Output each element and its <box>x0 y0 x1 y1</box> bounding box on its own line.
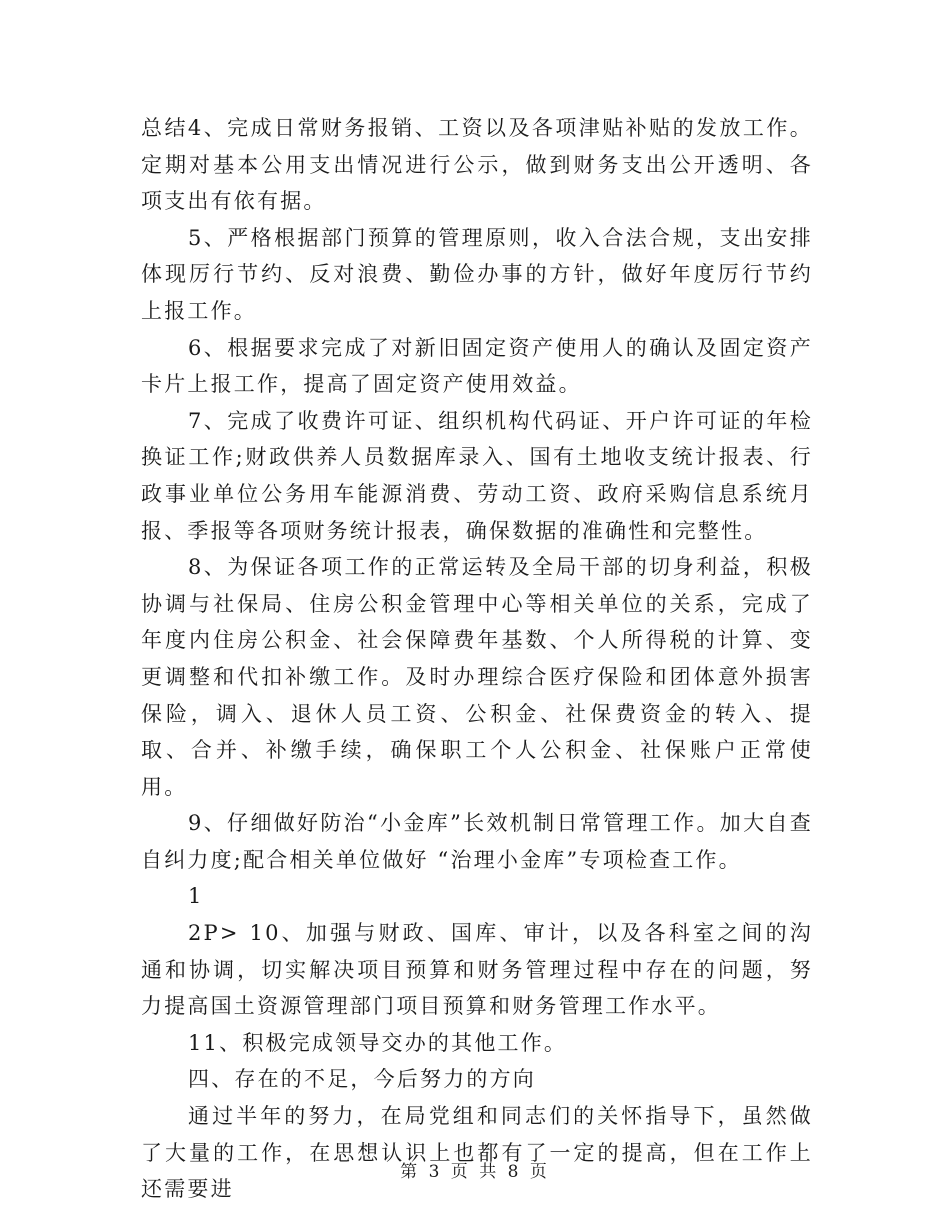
paragraph-1: 总结4、完成日常财务报销、工资以及各项津贴补贴的发放工作。定期对基本公用支出情况进行公示，做到财务支出公开透明、各项支出有依有据。 <box>141 116 813 214</box>
document-body <box>141 110 813 1208</box>
paragraph-2: 5、严格根据部门预算的管理原则，收入合法合规，支出安排体现厉行节约、反对浪费、勤俭办事的方针，做好年度厉行节约上报工作。 <box>141 225 813 323</box>
section-heading: 四、存在的不足，今后努力的方向 <box>188 1067 536 1092</box>
paragraph-8: 11、积极完成领导交办的其他工作。 <box>188 1030 568 1055</box>
page-number-footer: 第 3 页 共 8 页 <box>400 1162 550 1182</box>
paragraph-3: 6、根据要求完成了对新旧固定资产使用人的确认及固定资产卡片上报工作，提高了固定资产使用效益。 <box>141 335 813 397</box>
paragraph-5: 8、为保证各项工作的正常运转及全局干部的切身利益，积极协调与社保局、住房公积金管理中心等相关单位的关系，完成了年度内住房公积金、社会保障费年基数、个人所得税的计算、变更调整和代扣补缴工作。及时办理综合医疗保险和团体意外损害保险，调入、退休人员工资、公积金、社保费资金的转入、提取、合并、补缴手续，确保职工个人公积金、社保账户正常使用。 <box>141 555 813 799</box>
page-break-marker: 1 <box>188 884 204 909</box>
paragraph-6: 9、仔细做好防治“小金库”长效机制日常管理工作。加大自查自纠力度;配合相关单位做好 “治理小金库”专项检查工作。 <box>141 811 813 872</box>
paragraph-4: 7、完成了收费许可证、组织机构代码证、开户许可证的年检换证工作;财政供养人员数据库录入、国有土地收支统计报表、行政事业单位公务用车能源消费、劳动工资、政府采购信息系统月报、季报等各项财务统计报表，确保数据的准确性和完整性。 <box>141 408 813 543</box>
paragraph-9: 通过半年的努力，在局党组和同志们的关怀指导下，虽然做了大量的工作，在思想认识上也都有了一定的提高，但在工作上还需要进 <box>141 1104 813 1202</box>
paragraph-7: 2P> 10、加强与财政、国库、审计，以及各科室之间的沟通和协调，切实解决项目预算和财务管理过程中存在的问题，努力提高国土资源管理部门项目预算和财务管理工作水平。 <box>141 921 813 1019</box>
